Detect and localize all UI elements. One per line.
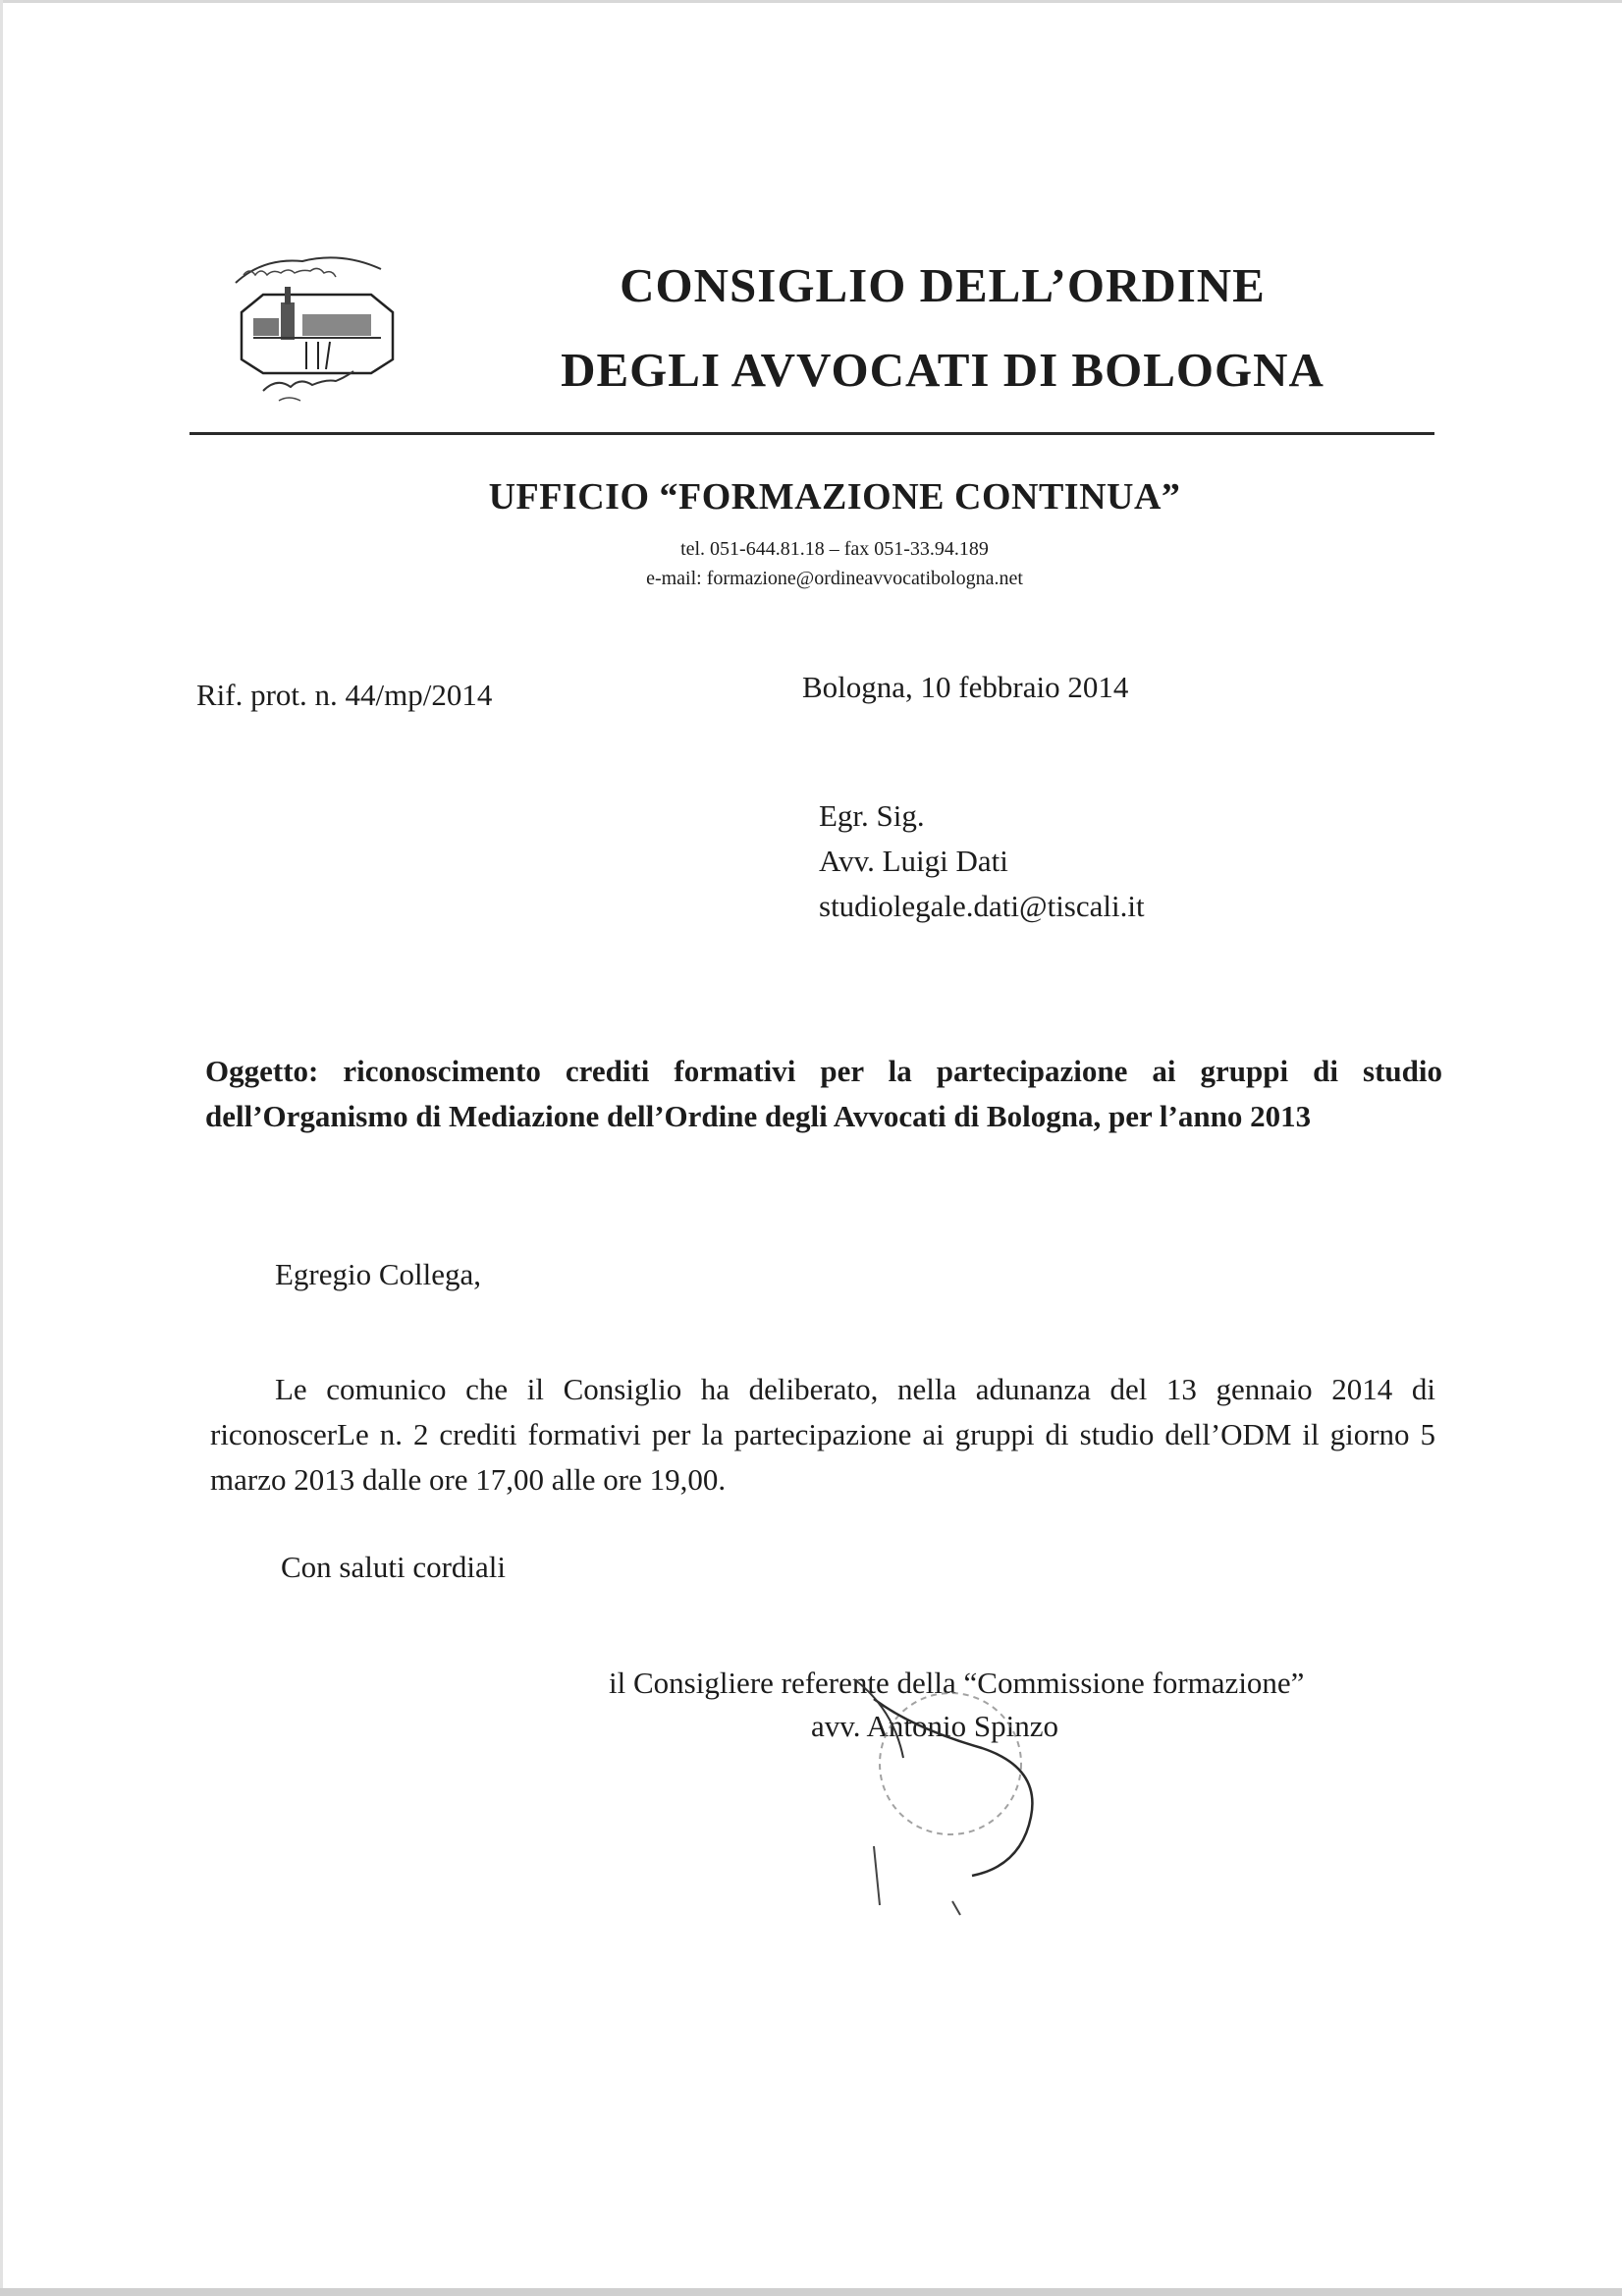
letter-body: Le comunico che il Consiglio ha deliberato, nella adunanza del 13 gennaio 2014 di riconoscerLe n. 2 crediti formativi per la partecipazione ai gruppi di studio dell’ODM il giorno 5 marzo 2013 dalle ore 17,00 alle ore 19,00. bbox=[210, 1372, 1435, 1497]
letter-date: Bologna, 10 febbraio 2014 bbox=[802, 670, 1129, 704]
office-phone-fax: tel. 051-644.81.18 – fax 051-33.94.189 bbox=[680, 538, 989, 560]
scan-edge-top bbox=[0, 0, 1622, 3]
letter-closing: Con saluti cordiali bbox=[281, 1550, 507, 1584]
letter-salutation: Egregio Collega, bbox=[275, 1257, 482, 1291]
header-divider bbox=[189, 432, 1434, 435]
scan-edge-left bbox=[0, 0, 3, 2296]
scan-edge-bottom bbox=[0, 2288, 1622, 2296]
signer-name: avv. Antonio Spinzo bbox=[811, 1709, 1059, 1743]
letter-subject: Oggetto: riconoscimento crediti formativi per la partecipazione ai gruppi di studio dell’Organismo di Mediazione dell’Ordine degli Avvocati di Bologna, per l’anno 2013 bbox=[205, 1054, 1442, 1133]
council-name-line1: CONSIGLIO DELL’ORDINE bbox=[620, 258, 1266, 312]
recipient-block bbox=[819, 793, 1145, 929]
recipient-salutation: Egr. Sig. bbox=[819, 798, 925, 833]
office-email: e-mail: formazione@ordineavvocatibologna.net bbox=[646, 568, 1023, 589]
council-name-line2: DEGLI AVVOCATI DI BOLOGNA bbox=[561, 343, 1325, 397]
signature-stamp-mark bbox=[835, 1669, 1090, 1925]
bar-association-seal-logo bbox=[224, 244, 408, 410]
recipient-email: studiolegale.dati@tiscali.it bbox=[819, 889, 1145, 923]
protocol-reference: Rif. prot. n. 44/mp/2014 bbox=[196, 678, 493, 712]
office-title: UFFICIO “FORMAZIONE CONTINUA” bbox=[488, 476, 1181, 518]
signer-role: il Consigliere referente della “Commissione formazione” bbox=[609, 1666, 1305, 1700]
recipient-name: Avv. Luigi Dati bbox=[819, 844, 1008, 878]
